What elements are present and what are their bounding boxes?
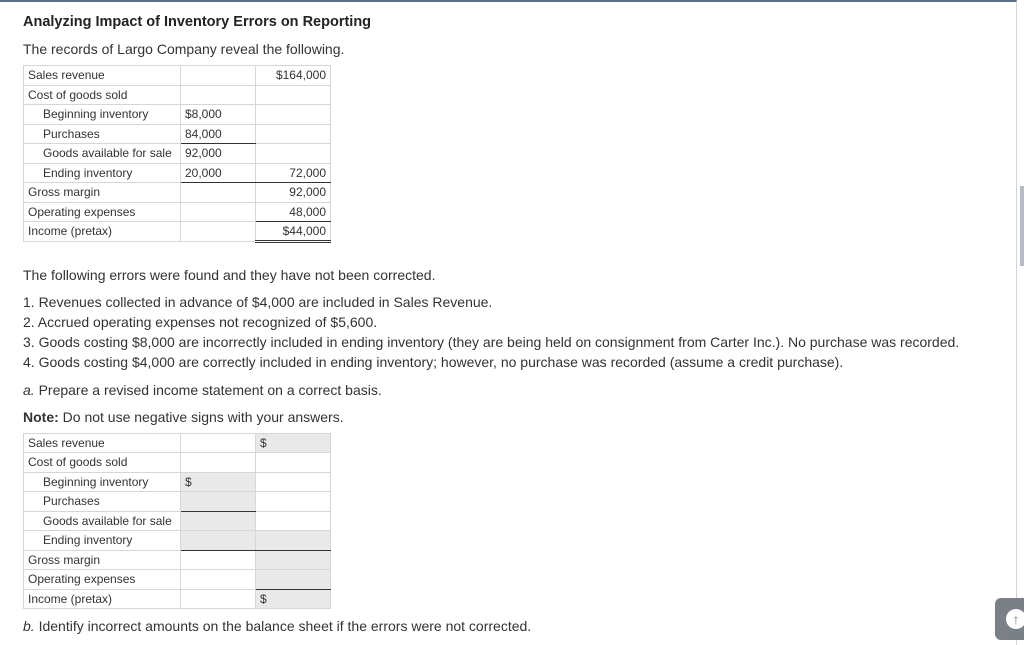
sales-revenue-input[interactable] — [256, 433, 331, 453]
row-label: Operating expenses — [24, 202, 181, 222]
row-label: Sales revenue — [24, 66, 181, 86]
cell-col1 — [181, 202, 256, 222]
table-row — [24, 124, 331, 144]
cell-col1: $8,000 — [181, 105, 256, 125]
page-title: Analyzing Impact of Inventory Errors on Reporting — [23, 14, 372, 30]
table-row — [24, 511, 331, 531]
cell-col2 — [256, 144, 331, 164]
table-row — [24, 570, 331, 590]
table-row — [24, 85, 331, 105]
row-label: Gross margin — [24, 183, 181, 203]
cell-col2 — [256, 124, 331, 144]
row-label: Operating expenses — [24, 570, 181, 590]
gross-margin-input[interactable] — [256, 550, 331, 570]
table-row — [24, 163, 331, 183]
part-b-text: Identify incorrect amounts on the balance sheet if the errors were not corrected. — [38, 618, 532, 634]
error-item: 2. Accrued operating expenses not recognized of $5,600. — [23, 313, 378, 330]
row-label: Goods available for sale — [24, 511, 181, 531]
table-row — [24, 105, 331, 125]
empty-cell — [256, 472, 331, 492]
table-row — [24, 202, 331, 222]
operating-expenses-input[interactable] — [256, 570, 331, 590]
empty-cell — [181, 589, 256, 609]
empty-cell — [181, 570, 256, 590]
table-row — [24, 589, 331, 609]
scroll-to-top-button[interactable] — [995, 598, 1024, 640]
errors-section — [23, 265, 1003, 372]
table-row — [24, 183, 331, 203]
table-row — [24, 144, 331, 164]
cell-col2: $164,000 — [256, 66, 331, 86]
table-row — [24, 433, 331, 453]
row-label: Sales revenue — [24, 433, 181, 453]
given-income-statement — [23, 65, 331, 243]
row-label: Beginning inventory — [24, 472, 181, 492]
row-label: Ending inventory — [24, 531, 181, 551]
empty-cell — [181, 550, 256, 570]
row-label: Cost of goods sold — [24, 453, 181, 473]
cell-col1 — [181, 183, 256, 203]
row-label: Purchases — [24, 124, 181, 144]
dollar-sign: $ — [260, 591, 267, 606]
scrollbar-thumb[interactable] — [1020, 186, 1024, 266]
error-item: 1. Revenues collected in advance of $4,000 are included in Sales Revenue. — [23, 293, 493, 310]
cell-col1: 84,000 — [181, 124, 256, 144]
empty-cell — [256, 453, 331, 473]
note — [23, 407, 1003, 427]
row-label: Cost of goods sold — [24, 85, 181, 105]
table-row — [24, 492, 331, 512]
empty-cell — [181, 433, 256, 453]
row-label: Income (pretax) — [24, 589, 181, 609]
error-item: 4. Goods costing $4,000 are correctly included in ending inventory; however, no purchase was recorded (assume a credit purchase). — [23, 353, 844, 370]
row-label: Income (pretax) — [24, 222, 181, 242]
cell-col1: 20,000 — [181, 163, 256, 183]
cell-col2: 48,000 — [256, 202, 331, 222]
cell-col1 — [181, 222, 256, 242]
cell-col1: 92,000 — [181, 144, 256, 164]
cell-col2: 72,000 — [256, 163, 331, 183]
part-a-letter: a. — [23, 381, 35, 398]
cell-col2 — [256, 85, 331, 105]
cost-of-goods-sold-input[interactable] — [256, 531, 331, 551]
answer-income-statement — [23, 433, 331, 610]
table-row — [24, 550, 331, 570]
intro-text: The records of Largo Company reveal the following. — [23, 41, 345, 57]
errors-lead: The following errors were found and they have not been corrected. — [23, 266, 436, 283]
goods-available-input[interactable] — [181, 511, 256, 531]
part-b-instruction — [23, 616, 1003, 636]
row-label: Ending inventory — [24, 163, 181, 183]
purchases-input[interactable] — [181, 492, 256, 512]
problem-content — [23, 13, 1003, 636]
table-row — [24, 472, 331, 492]
cell-col2 — [256, 105, 331, 125]
dollar-sign: $ — [260, 435, 267, 450]
empty-cell — [181, 453, 256, 473]
table-row — [24, 531, 331, 551]
part-b-letter: b. — [23, 618, 35, 634]
part-a-text: Prepare a revised income statement on a correct basis. — [38, 381, 382, 398]
part-a-instruction — [23, 380, 1003, 400]
cell-col2: 92,000 — [256, 183, 331, 203]
table-row — [24, 453, 331, 473]
empty-cell — [256, 492, 331, 512]
cell-col2: $44,000 — [256, 222, 331, 242]
income-pretax-input[interactable] — [256, 589, 331, 609]
row-label: Goods available for sale — [24, 144, 181, 164]
note-label: Note: — [23, 408, 59, 425]
beginning-inventory-input[interactable] — [181, 472, 256, 492]
table-row — [24, 222, 331, 242]
dollar-sign: $ — [185, 474, 192, 489]
cell-col1 — [181, 85, 256, 105]
table-row — [24, 66, 331, 86]
arrow-up-icon: ↑ — [1006, 609, 1024, 629]
ending-inventory-input[interactable] — [181, 531, 256, 551]
row-label: Beginning inventory — [24, 105, 181, 125]
row-label: Purchases — [24, 492, 181, 512]
note-text: Do not use negative signs with your answers. — [62, 408, 344, 425]
error-item: 3. Goods costing $8,000 are incorrectly included in ending inventory (they are being held on consignment from Carter Inc.). No purchase was recorded. — [23, 333, 960, 350]
cell-col1 — [181, 66, 256, 86]
empty-cell — [256, 511, 331, 531]
row-label: Gross margin — [24, 550, 181, 570]
